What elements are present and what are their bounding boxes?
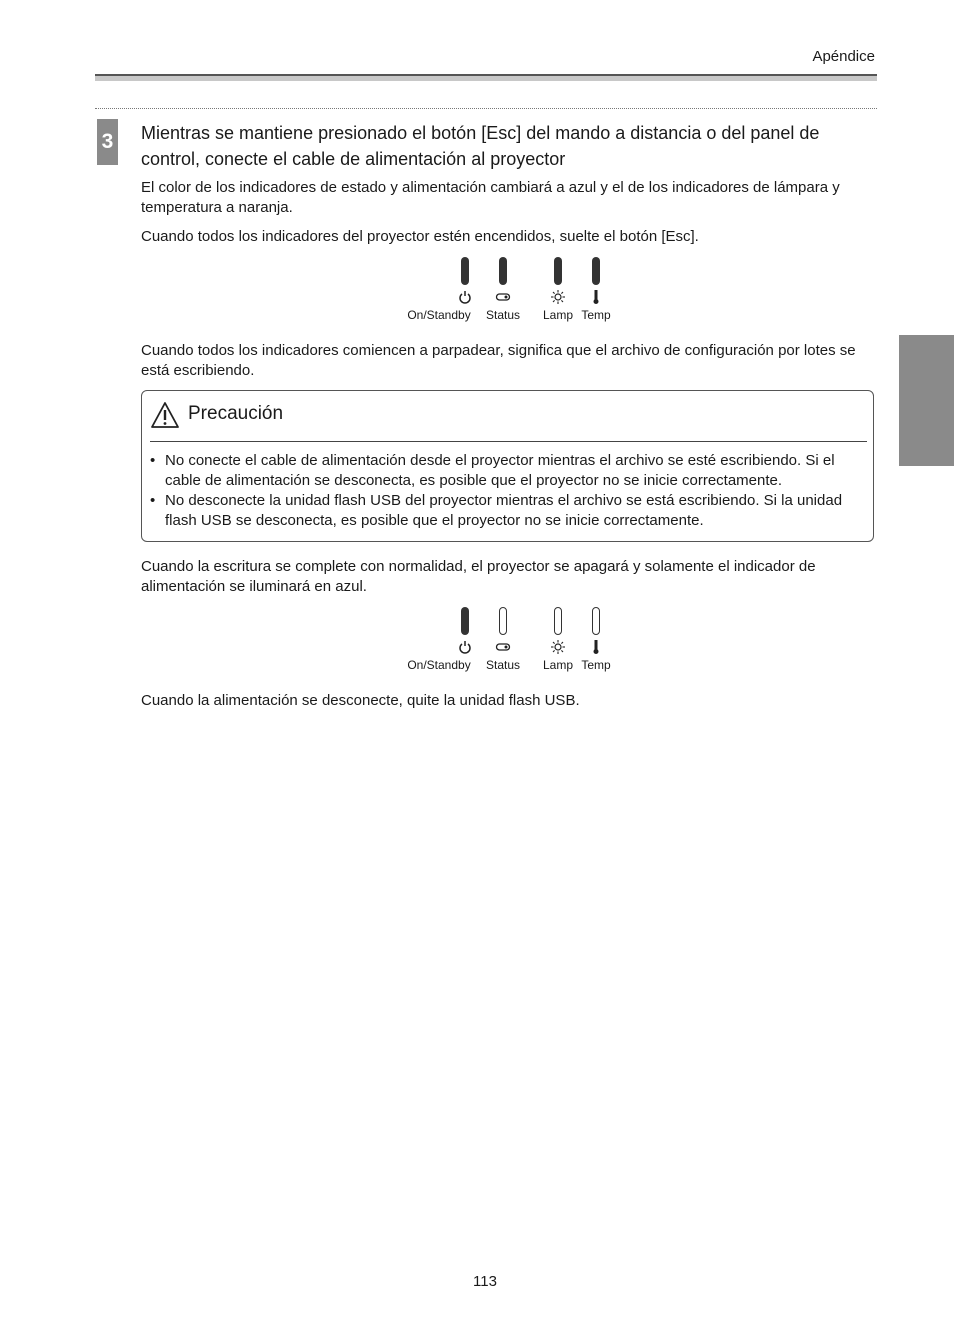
label-lamp: Lamp (542, 308, 574, 322)
caution-title: Precaución (188, 403, 284, 424)
caution-divider (150, 441, 867, 442)
caution-item-text: No desconecte la unidad flash USB del proyector mientras el archivo se está escribiendo. Si la unidad flash USB se desconecta, es posible que el proyector no se inicie correctamente. (165, 492, 843, 529)
header-rule (95, 74, 877, 81)
label-temp: Temp (581, 308, 611, 322)
caution-item-text: No conecte el cable de alimentación desde el proyector mientras el archivo se esté escribiendo. Si el cable de alimentación se desconecta, es posible que el proyector no se inicie correctamente. (165, 452, 835, 489)
label-temp: Temp (581, 658, 611, 672)
label-status: Status (485, 658, 521, 672)
step-number: 3 (97, 119, 118, 165)
led-on-standby (461, 607, 469, 635)
caution-item (150, 491, 866, 531)
bullet: • (150, 452, 156, 469)
paragraph-write-complete: Cuando la escritura se complete con normalidad, el proyector se apagará y solamente el indicador de alimentación se iluminará en azul. (141, 558, 816, 595)
led-temp (592, 257, 600, 285)
thermometer-icon (588, 290, 604, 304)
lamp-icon (550, 290, 566, 304)
header-section-title: Apéndice (812, 48, 875, 65)
section-side-tab (899, 335, 954, 466)
indicator-panel-all-on (400, 257, 620, 327)
status-icon (495, 290, 511, 304)
caution-item (150, 451, 866, 491)
thermometer-icon (588, 640, 604, 654)
led-temp (592, 607, 600, 635)
led-on-standby (461, 257, 469, 285)
led-lamp (554, 257, 562, 285)
warning-triangle-icon (150, 401, 180, 429)
step-title: Mientras se mantiene presionado el botón [Esc] del mando a distancia o del panel de control, conecte el cable de alimentación al proyector (141, 123, 820, 169)
label-on-standby: On/Standby (407, 658, 471, 672)
status-icon (495, 640, 511, 654)
page-number: 113 (473, 1273, 497, 1290)
label-status: Status (485, 308, 521, 322)
indicator-panel-power-only (400, 607, 620, 677)
power-icon (457, 290, 473, 304)
lamp-icon (550, 640, 566, 654)
led-status (499, 257, 507, 285)
paragraph-color-change: El color de los indicadores de estado y alimentación cambiará a azul y el de los indicadores de lámpara y temperatura a naranja. (141, 179, 840, 216)
paragraph-remove-usb: Cuando la alimentación se desconecte, quite la unidad flash USB. (141, 692, 580, 709)
dotted-divider (95, 108, 877, 109)
led-lamp (554, 607, 562, 635)
paragraph-blinking: Cuando todos los indicadores comiencen a parpadear, significa que el archivo de configuración por lotes se está escribiendo. (141, 342, 856, 379)
caution-list (150, 451, 866, 531)
label-lamp: Lamp (542, 658, 574, 672)
bullet: • (150, 492, 156, 509)
power-icon (457, 640, 473, 654)
label-on-standby: On/Standby (407, 308, 471, 322)
led-status (499, 607, 507, 635)
paragraph-release-esc: Cuando todos los indicadores del proyector estén encendidos, suelte el botón [Esc]. (141, 228, 699, 245)
caution-box (141, 390, 874, 542)
